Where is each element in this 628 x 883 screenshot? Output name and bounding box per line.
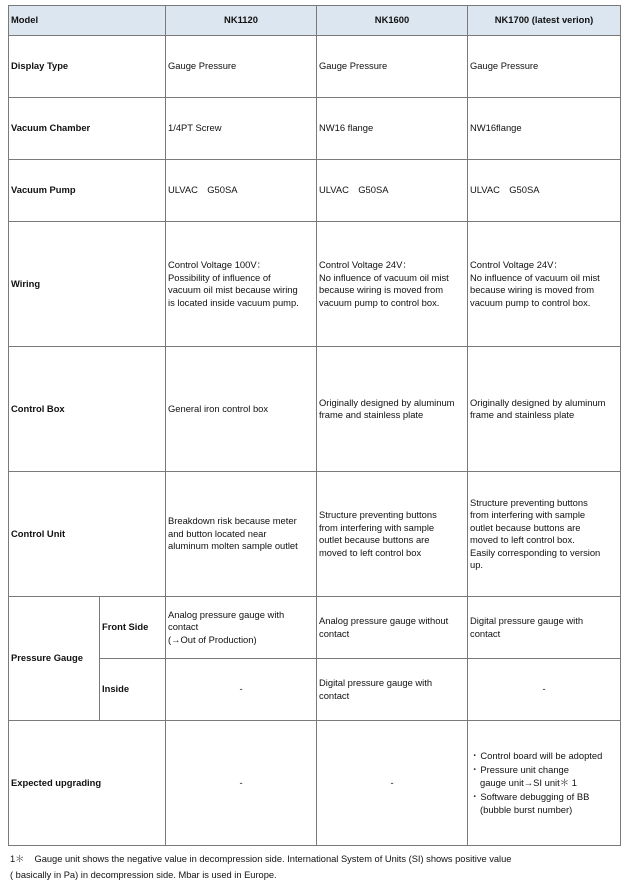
bullet-icon: ・ — [470, 764, 480, 776]
cell-nk1600: Control Voltage 24V： No influence of vacuum oil mist because wiring is moved from vacuum pump to control box. — [317, 222, 468, 347]
cell-nk1700: Gauge Pressure — [468, 36, 621, 98]
sub-label-front-side: Front Side — [100, 597, 166, 659]
header-nk1700: NK1700 (latest verion) — [468, 6, 621, 36]
row-pressure-gauge-front — [9, 597, 621, 659]
cell-nk1700: NW16flange — [468, 98, 621, 160]
cell-nk1120: General iron control box — [166, 347, 317, 472]
cell-nk1600: ULVAC G50SA — [317, 160, 468, 222]
list-item-continuation: (bubble burst number) — [480, 803, 573, 815]
cell-nk1700: Originally designed by aluminum frame and stainless plate — [468, 347, 621, 472]
cell-nk1600: Digital pressure gauge with contact — [317, 659, 468, 721]
cell-nk1700: Structure preventing buttons from interfering with sample outlet because buttons are moved to left control box. Easily corresponding to version up. — [468, 472, 621, 597]
cell-nk1600: NW16 flange — [317, 98, 468, 160]
header-nk1600: NK1600 — [317, 6, 468, 36]
cell-nk1600: - — [317, 721, 468, 846]
row-vacuum-chamber — [9, 98, 621, 160]
cell-nk1600: Originally designed by aluminum frame and stainless plate — [317, 347, 468, 472]
cell-nk1700: Digital pressure gauge with contact — [468, 597, 621, 659]
cell-nk1120: - — [166, 659, 317, 721]
row-label: Control Box — [9, 347, 166, 472]
row-vacuum-pump — [9, 160, 621, 222]
list-item: ・Pressure unit change gauge unit→SI unit＊ 1 — [470, 764, 618, 789]
spec-comparison-table — [8, 5, 621, 846]
header-nk1120: NK1120 — [166, 6, 317, 36]
row-label: Vacuum Chamber — [9, 98, 166, 160]
row-control-unit — [9, 472, 621, 597]
footnote-line-1: Gauge unit shows the negative value in decompression side. International System of Units (SI) shows positive value — [34, 854, 512, 864]
cell-nk1120: - — [166, 721, 317, 846]
row-pressure-gauge-inside — [9, 659, 621, 721]
list-item: ・Software debugging of BB (bubble burst number) — [470, 791, 618, 816]
cell-nk1120: Gauge Pressure — [166, 36, 317, 98]
bullet-icon: ・ — [470, 791, 480, 803]
cell-nk1700: ULVAC G50SA — [468, 160, 621, 222]
cell-nk1600: Structure preventing buttons from interfering with sample outlet because buttons are moved to left control box — [317, 472, 468, 597]
cell-nk1700 — [468, 721, 621, 846]
cell-nk1700: - — [468, 659, 621, 721]
row-label: Wiring — [9, 222, 166, 347]
cell-nk1600: Analog pressure gauge without contact — [317, 597, 468, 659]
header-row — [9, 6, 621, 36]
row-control-box — [9, 347, 621, 472]
row-wiring — [9, 222, 621, 347]
row-expected-upgrading — [9, 721, 621, 846]
bullet-icon: ・ — [470, 749, 480, 761]
header-model: Model — [9, 6, 166, 36]
cell-nk1120: ULVAC G50SA — [166, 160, 317, 222]
row-label: Vacuum Pump — [9, 160, 166, 222]
cell-nk1120: Analog pressure gauge with contact (→Out of Production) — [166, 597, 317, 659]
cell-nk1120: Breakdown risk because meter and button located near aluminum molten sample outlet — [166, 472, 317, 597]
footnote-line-2: ( basically in Pa) in decompression side. Mbar is used in Europe. — [10, 870, 277, 880]
cell-nk1120: 1/4PT Screw — [166, 98, 317, 160]
footnote — [10, 851, 620, 883]
list-item-continuation: gauge unit→SI unit＊ 1 — [480, 776, 577, 788]
list-item: ・Control board will be adopted — [470, 749, 603, 761]
cell-nk1600: Gauge Pressure — [317, 36, 468, 98]
cell-nk1120: Control Voltage 100V： Possibility of influence of vacuum oil mist because wiring is located inside vacuum pump. — [166, 222, 317, 347]
row-label: Display Type — [9, 36, 166, 98]
upgrade-list — [470, 750, 618, 817]
row-label: Control Unit — [9, 472, 166, 597]
sub-label-inside: Inside — [100, 659, 166, 721]
row-label: Pressure Gauge — [9, 597, 100, 721]
row-label: Expected upgrading — [9, 721, 166, 846]
footnote-mark: 1＊ — [10, 854, 25, 864]
cell-nk1700: Control Voltage 24V： No influence of vacuum oil mist because wiring is moved from vacuum pump to control box. — [468, 222, 621, 347]
row-display-type — [9, 36, 621, 98]
